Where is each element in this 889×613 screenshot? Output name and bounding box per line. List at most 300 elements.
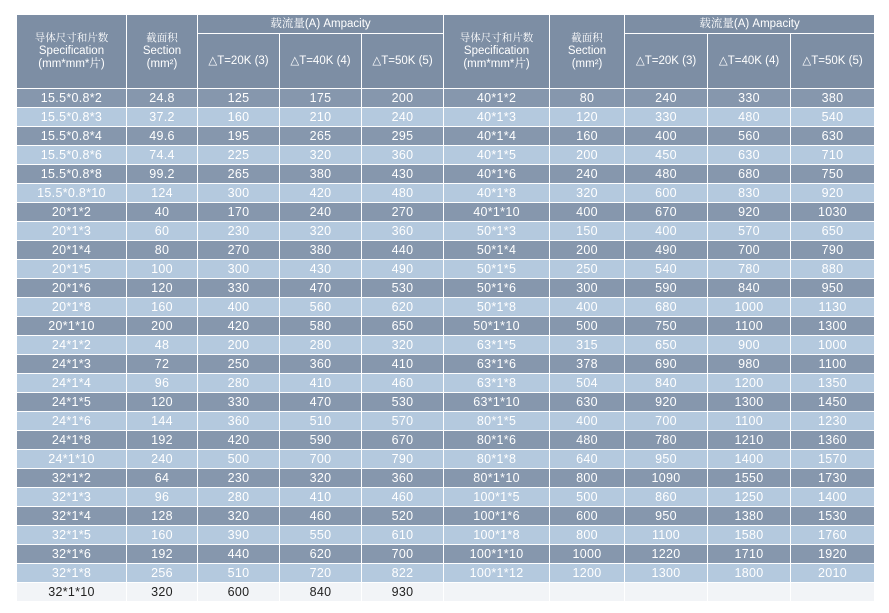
cell-section-right: 800 [550,469,625,488]
cell-dt20-right: 480 [625,165,708,184]
cell-section-right: 320 [550,184,625,203]
cell-dt20-right: 330 [625,108,708,127]
cell-section-right: 1000 [550,545,625,564]
ampacity-table [16,14,875,602]
spec-header-unit: (mm*mm*片) [38,58,105,70]
cell-spec-right: 63*1*10 [444,393,550,412]
table-row [17,488,875,507]
cell-dt40: 240 [280,203,362,222]
cell-dt20: 200 [198,336,280,355]
cell-dt50: 440 [362,241,444,260]
cell-dt40-right: 480 [708,108,791,127]
cell-dt40: 320 [280,222,362,241]
cell-dt20-right: 670 [625,203,708,222]
cell-section-right: 800 [550,526,625,545]
cell-dt20: 500 [198,450,280,469]
cell-dt40-right: 570 [708,222,791,241]
cell-dt50: 360 [362,222,444,241]
cell-section-right: 378 [550,355,625,374]
cell-dt20-right: 240 [625,89,708,108]
cell-dt50-right: 540 [791,108,875,127]
cell-dt20: 300 [198,184,280,203]
cell-dt40-right: 1250 [708,488,791,507]
cell-dt50: 360 [362,469,444,488]
cell-spec: 24*1*6 [17,412,127,431]
cell-spec: 24*1*10 [17,450,127,469]
cell-dt20-right: 1220 [625,545,708,564]
cell-dt40-right: 1210 [708,431,791,450]
cell-dt50-right: 790 [791,241,875,260]
cell-section: 100 [127,260,198,279]
cell-dt40: 380 [280,241,362,260]
cell-spec-right: 50*1*8 [444,298,550,317]
table-row [17,526,875,545]
cell-section-right: 160 [550,127,625,146]
cell-dt50-right: 630 [791,127,875,146]
cell-spec: 32*1*4 [17,507,127,526]
cell-spec: 32*1*3 [17,488,127,507]
section-header-right [550,15,625,89]
cell-dt20: 280 [198,488,280,507]
spec-header [17,15,127,89]
cell-dt20: 125 [198,89,280,108]
cell-spec: 20*1*2 [17,203,127,222]
cell-spec: 15.5*0.8*4 [17,127,127,146]
cell-dt20-right [625,583,708,602]
table-row [17,317,875,336]
cell-section-right: 400 [550,203,625,222]
cell-spec: 24*1*5 [17,393,127,412]
cell-dt20-right: 920 [625,393,708,412]
cell-spec-right: 50*1*4 [444,241,550,260]
cell-dt40: 840 [280,583,362,602]
cell-spec: 32*1*10 [17,583,127,602]
cell-dt20-right: 450 [625,146,708,165]
cell-dt20: 280 [198,374,280,393]
cell-dt40: 560 [280,298,362,317]
cell-section: 72 [127,355,198,374]
cell-section-right: 300 [550,279,625,298]
cell-section: 96 [127,374,198,393]
cell-dt40: 380 [280,165,362,184]
cell-dt40: 410 [280,488,362,507]
cell-spec: 15.5*0.8*8 [17,165,127,184]
cell-spec: 15.5*0.8*10 [17,184,127,203]
cell-section-right: 400 [550,412,625,431]
cell-dt20: 600 [198,583,280,602]
cell-dt50: 700 [362,545,444,564]
dt50-header-right: △T=50K (5) [791,34,875,89]
cell-dt50-right: 1360 [791,431,875,450]
cell-section: 49.6 [127,127,198,146]
cell-dt40-right: 830 [708,184,791,203]
cell-dt50-right [791,583,875,602]
cell-section: 160 [127,526,198,545]
cell-dt40: 720 [280,564,362,583]
cell-dt50: 822 [362,564,444,583]
cell-dt50: 410 [362,355,444,374]
cell-dt20: 420 [198,431,280,450]
cell-dt50-right: 1130 [791,298,875,317]
cell-dt20-right: 680 [625,298,708,317]
cell-spec-right: 40*1*4 [444,127,550,146]
table-row [17,450,875,469]
cell-dt40: 360 [280,355,362,374]
cell-spec: 20*1*8 [17,298,127,317]
cell-dt50: 200 [362,89,444,108]
cell-section: 320 [127,583,198,602]
cell-dt20-right: 700 [625,412,708,431]
dt40-header-right: △T=40K (4) [708,34,791,89]
cell-dt40-right: 1710 [708,545,791,564]
cell-spec: 24*1*2 [17,336,127,355]
cell-dt20: 265 [198,165,280,184]
spec-header-unit-right: (mm*mm*片) [463,58,530,70]
cell-dt40: 320 [280,469,362,488]
cell-section: 144 [127,412,198,431]
cell-spec-right: 100*1*6 [444,507,550,526]
cell-section-right: 640 [550,450,625,469]
cell-dt20: 195 [198,127,280,146]
table-row [17,241,875,260]
cell-dt20: 160 [198,108,280,127]
cell-section: 160 [127,298,198,317]
cell-dt40: 470 [280,393,362,412]
cell-dt50-right: 750 [791,165,875,184]
cell-dt20: 270 [198,241,280,260]
cell-dt50-right: 650 [791,222,875,241]
cell-dt40: 470 [280,279,362,298]
cell-dt40: 460 [280,507,362,526]
cell-dt40-right: 560 [708,127,791,146]
cell-section-right: 315 [550,336,625,355]
cell-section: 128 [127,507,198,526]
table-row [17,507,875,526]
cell-dt50: 460 [362,488,444,507]
cell-spec: 24*1*3 [17,355,127,374]
table-row [17,260,875,279]
cell-dt20-right: 780 [625,431,708,450]
cell-dt50-right: 1570 [791,450,875,469]
cell-dt40: 510 [280,412,362,431]
cell-dt20: 320 [198,507,280,526]
cell-section: 80 [127,241,198,260]
cell-dt20-right: 950 [625,450,708,469]
cell-section: 24.8 [127,89,198,108]
cell-section: 240 [127,450,198,469]
cell-dt50-right: 1350 [791,374,875,393]
cell-spec-right: 40*1*10 [444,203,550,222]
cell-section: 120 [127,279,198,298]
cell-spec: 20*1*5 [17,260,127,279]
table-row [17,469,875,488]
cell-dt20-right: 400 [625,127,708,146]
cell-dt20: 300 [198,260,280,279]
cell-dt40-right: 1100 [708,412,791,431]
cell-spec: 32*1*8 [17,564,127,583]
cell-dt50: 295 [362,127,444,146]
cell-spec-right: 40*1*6 [444,165,550,184]
cell-dt50-right: 1450 [791,393,875,412]
cell-dt50: 320 [362,336,444,355]
table-row [17,583,875,602]
table-row [17,564,875,583]
cell-dt50: 670 [362,431,444,450]
cell-dt40: 700 [280,450,362,469]
section-header-cn-right: 截面积 [571,32,603,44]
cell-dt50-right: 950 [791,279,875,298]
table-row [17,146,875,165]
cell-spec-right: 100*1*5 [444,488,550,507]
cell-section: 64 [127,469,198,488]
table-row [17,431,875,450]
cell-dt20: 510 [198,564,280,583]
cell-dt20: 360 [198,412,280,431]
table-row [17,545,875,564]
cell-dt40: 175 [280,89,362,108]
cell-dt50: 460 [362,374,444,393]
cell-section: 96 [127,488,198,507]
ampacity-table-container [16,14,874,602]
cell-dt20: 225 [198,146,280,165]
cell-dt40-right: 330 [708,89,791,108]
cell-dt50: 530 [362,393,444,412]
table-header [17,15,875,89]
cell-dt50: 240 [362,108,444,127]
cell-dt50: 530 [362,279,444,298]
cell-section-right: 500 [550,488,625,507]
cell-section: 60 [127,222,198,241]
cell-spec-right: 80*1*10 [444,469,550,488]
dt20-header-right: △T=20K (3) [625,34,708,89]
cell-section-right: 504 [550,374,625,393]
section-header-unit: (mm²) [146,58,178,70]
cell-dt50: 480 [362,184,444,203]
cell-dt50: 360 [362,146,444,165]
cell-dt50-right: 1300 [791,317,875,336]
cell-dt50: 650 [362,317,444,336]
cell-dt20-right: 590 [625,279,708,298]
cell-dt40: 580 [280,317,362,336]
cell-dt50-right: 1920 [791,545,875,564]
cell-dt50-right: 920 [791,184,875,203]
cell-dt40-right: 1300 [708,393,791,412]
cell-section: 48 [127,336,198,355]
cell-dt50-right: 880 [791,260,875,279]
cell-dt40-right: 680 [708,165,791,184]
cell-spec-right: 50*1*6 [444,279,550,298]
table-row [17,108,875,127]
cell-dt50-right: 2010 [791,564,875,583]
cell-dt40-right: 780 [708,260,791,279]
table-row [17,336,875,355]
cell-spec: 20*1*3 [17,222,127,241]
cell-section-right: 500 [550,317,625,336]
cell-spec: 32*1*5 [17,526,127,545]
cell-spec: 15.5*0.8*3 [17,108,127,127]
cell-spec: 24*1*8 [17,431,127,450]
table-row [17,165,875,184]
cell-section: 40 [127,203,198,222]
cell-dt50-right: 1030 [791,203,875,222]
cell-dt50: 490 [362,260,444,279]
cell-dt40: 620 [280,545,362,564]
cell-dt20-right: 540 [625,260,708,279]
cell-dt50: 570 [362,412,444,431]
cell-dt40: 280 [280,336,362,355]
cell-dt20-right: 600 [625,184,708,203]
dt40-header: △T=40K (4) [280,34,362,89]
cell-dt50-right: 1000 [791,336,875,355]
cell-dt40-right: 980 [708,355,791,374]
section-header [127,15,198,89]
ampacity-header-right: 载流量(A) Ampacity [625,15,875,34]
cell-dt40: 430 [280,260,362,279]
cell-spec-right: 50*1*10 [444,317,550,336]
table-row [17,127,875,146]
cell-dt40-right [708,583,791,602]
table-row [17,374,875,393]
cell-dt40-right: 1800 [708,564,791,583]
cell-section-right: 240 [550,165,625,184]
cell-dt20: 230 [198,469,280,488]
cell-dt40-right: 630 [708,146,791,165]
cell-dt20: 440 [198,545,280,564]
cell-dt20: 170 [198,203,280,222]
table-row [17,222,875,241]
ampacity-header-left: 载流量(A) Ampacity [198,15,444,34]
cell-section: 74.4 [127,146,198,165]
dt20-header: △T=20K (3) [198,34,280,89]
cell-dt20-right: 750 [625,317,708,336]
cell-dt50-right: 710 [791,146,875,165]
cell-section-right [550,583,625,602]
cell-spec-right: 40*1*3 [444,108,550,127]
cell-spec-right: 80*1*6 [444,431,550,450]
cell-section-right: 150 [550,222,625,241]
cell-dt40-right: 1100 [708,317,791,336]
cell-spec: 32*1*2 [17,469,127,488]
cell-dt50-right: 380 [791,89,875,108]
cell-dt20-right: 1300 [625,564,708,583]
cell-dt40-right: 1400 [708,450,791,469]
cell-dt20-right: 1090 [625,469,708,488]
cell-dt40-right: 920 [708,203,791,222]
spec-header-en-right: Specification [463,45,530,57]
cell-dt40-right: 900 [708,336,791,355]
cell-spec: 20*1*4 [17,241,127,260]
cell-section-right: 80 [550,89,625,108]
cell-spec-right: 80*1*5 [444,412,550,431]
cell-dt40: 550 [280,526,362,545]
cell-dt40: 210 [280,108,362,127]
spec-header-cn-right: 导体尺寸和片数 [459,32,534,44]
spec-header-right [444,15,550,89]
cell-spec-right [444,583,550,602]
section-header-unit-right: (mm²) [571,58,603,70]
cell-spec-right: 50*1*5 [444,260,550,279]
cell-section: 200 [127,317,198,336]
cell-spec-right: 63*1*6 [444,355,550,374]
cell-dt40-right: 840 [708,279,791,298]
cell-dt50: 430 [362,165,444,184]
table-row [17,89,875,108]
cell-dt50: 610 [362,526,444,545]
cell-spec-right: 63*1*5 [444,336,550,355]
cell-dt50-right: 1730 [791,469,875,488]
cell-dt40-right: 700 [708,241,791,260]
cell-spec: 15.5*0.8*2 [17,89,127,108]
cell-section-right: 600 [550,507,625,526]
cell-spec: 24*1*4 [17,374,127,393]
cell-dt20: 330 [198,393,280,412]
cell-spec: 20*1*6 [17,279,127,298]
cell-dt40: 410 [280,374,362,393]
cell-spec: 20*1*10 [17,317,127,336]
cell-dt40: 265 [280,127,362,146]
section-header-cn: 截面积 [146,32,178,44]
table-row [17,298,875,317]
cell-section-right: 630 [550,393,625,412]
cell-section-right: 480 [550,431,625,450]
cell-dt20: 250 [198,355,280,374]
cell-dt20-right: 490 [625,241,708,260]
section-header-en: Section [142,45,182,57]
cell-spec-right: 80*1*8 [444,450,550,469]
cell-dt40: 420 [280,184,362,203]
cell-dt20: 230 [198,222,280,241]
cell-dt40-right: 1580 [708,526,791,545]
table-row [17,279,875,298]
cell-section-right: 1200 [550,564,625,583]
cell-dt50: 620 [362,298,444,317]
table-row [17,203,875,222]
cell-section-right: 200 [550,241,625,260]
cell-dt20: 420 [198,317,280,336]
cell-spec-right: 50*1*3 [444,222,550,241]
spec-header-en: Specification [38,45,105,57]
cell-dt50-right: 1100 [791,355,875,374]
cell-section-right: 120 [550,108,625,127]
cell-dt20: 390 [198,526,280,545]
cell-spec-right: 100*1*10 [444,545,550,564]
cell-dt20: 400 [198,298,280,317]
cell-dt50: 270 [362,203,444,222]
cell-dt20: 330 [198,279,280,298]
cell-dt20-right: 860 [625,488,708,507]
cell-dt50-right: 1760 [791,526,875,545]
cell-dt20-right: 400 [625,222,708,241]
table-row [17,355,875,374]
cell-dt20-right: 650 [625,336,708,355]
cell-section: 256 [127,564,198,583]
cell-dt50: 930 [362,583,444,602]
cell-section: 124 [127,184,198,203]
cell-dt50-right: 1400 [791,488,875,507]
cell-spec: 32*1*6 [17,545,127,564]
cell-dt40-right: 1380 [708,507,791,526]
cell-spec-right: 63*1*8 [444,374,550,393]
cell-section: 192 [127,545,198,564]
cell-section: 120 [127,393,198,412]
cell-section-right: 200 [550,146,625,165]
cell-dt50: 520 [362,507,444,526]
cell-dt40-right: 1000 [708,298,791,317]
table-row [17,393,875,412]
table-body [17,89,875,602]
cell-spec-right: 100*1*8 [444,526,550,545]
cell-spec-right: 40*1*5 [444,146,550,165]
